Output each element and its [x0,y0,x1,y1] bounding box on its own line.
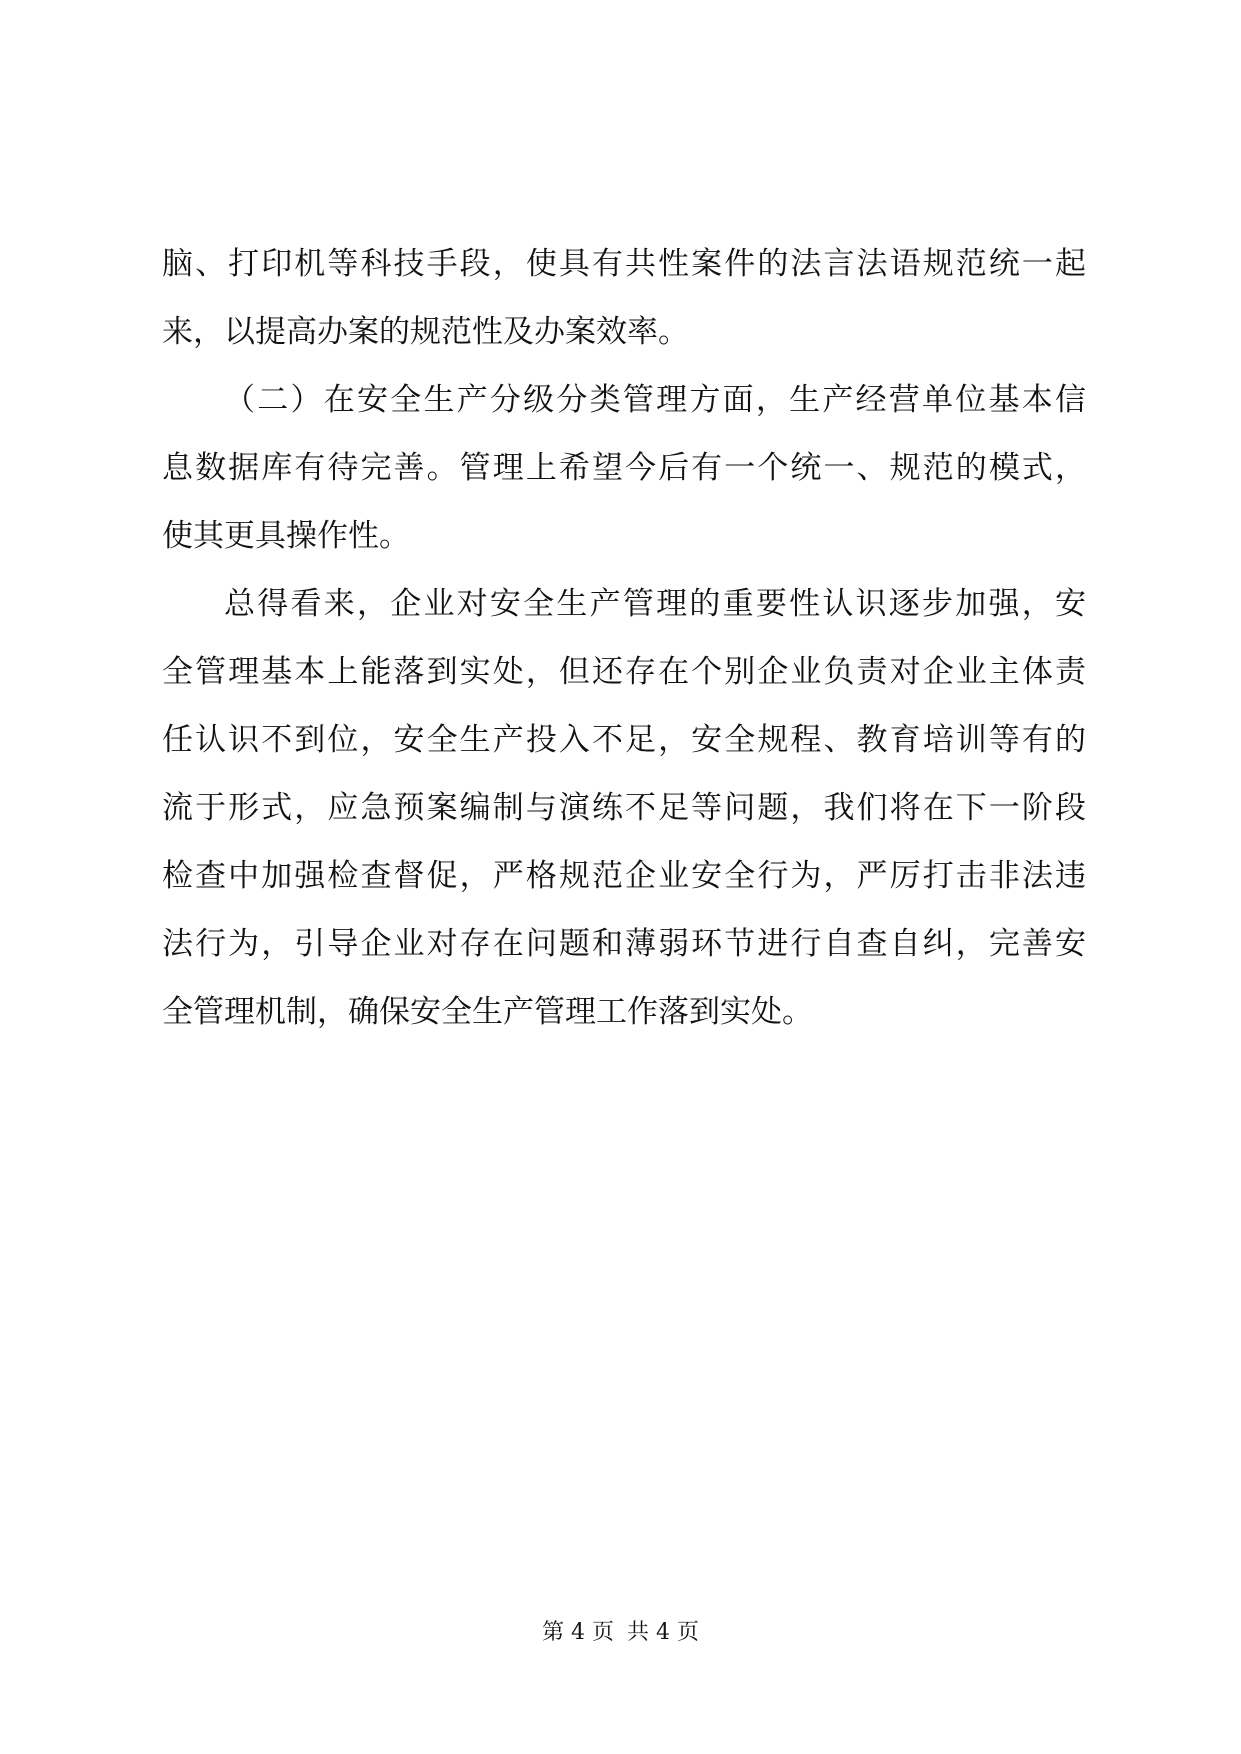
paragraph-line: 脑、打印机等科技手段，使具有共性案件的法言法语规范统一起 [162,246,1086,282]
paragraph-line: 总得看来，企业对安全生产管理的重要性认识逐步加强，安 [224,586,1086,622]
paragraph-line: 全管理基本上能落到实处，但还存在个别企业负责对企业主体责 [162,654,1086,690]
paragraph-line: 息数据库有待完善。管理上希望今后有一个统一、规范的模式， [162,450,1086,486]
paragraph-line: 任认识不到位，安全生产投入不足，安全规程、教育培训等有的 [162,722,1086,758]
page-number: 第 4 页 [542,1620,614,1645]
paragraph-line: （二）在安全生产分级分类管理方面，生产经营单位基本信 [224,382,1086,418]
paragraph-line: 来，以提高办案的规范性及办案效率。 [162,314,689,350]
paragraph-1 [162,230,1086,366]
paragraph-2 [162,366,1086,570]
paragraph-line: 检查中加强检查督促，严格规范企业安全行为，严厉打击非法违 [162,858,1086,894]
page-total: 共 4 页 [627,1620,699,1645]
paragraph-line: 全管理机制，确保安全生产管理工作落到实处。 [162,994,813,1030]
paragraph-line: 使其更具操作性。 [162,518,410,554]
paragraph-3 [162,570,1086,1046]
document-body [162,230,1086,1046]
paragraph-line: 法行为，引导企业对存在问题和薄弱环节进行自查自纠，完善安 [162,926,1086,962]
paragraph-line: 流于形式，应急预案编制与演练不足等问题，我们将在下一阶段 [162,790,1086,826]
page-footer [0,1618,1241,1648]
